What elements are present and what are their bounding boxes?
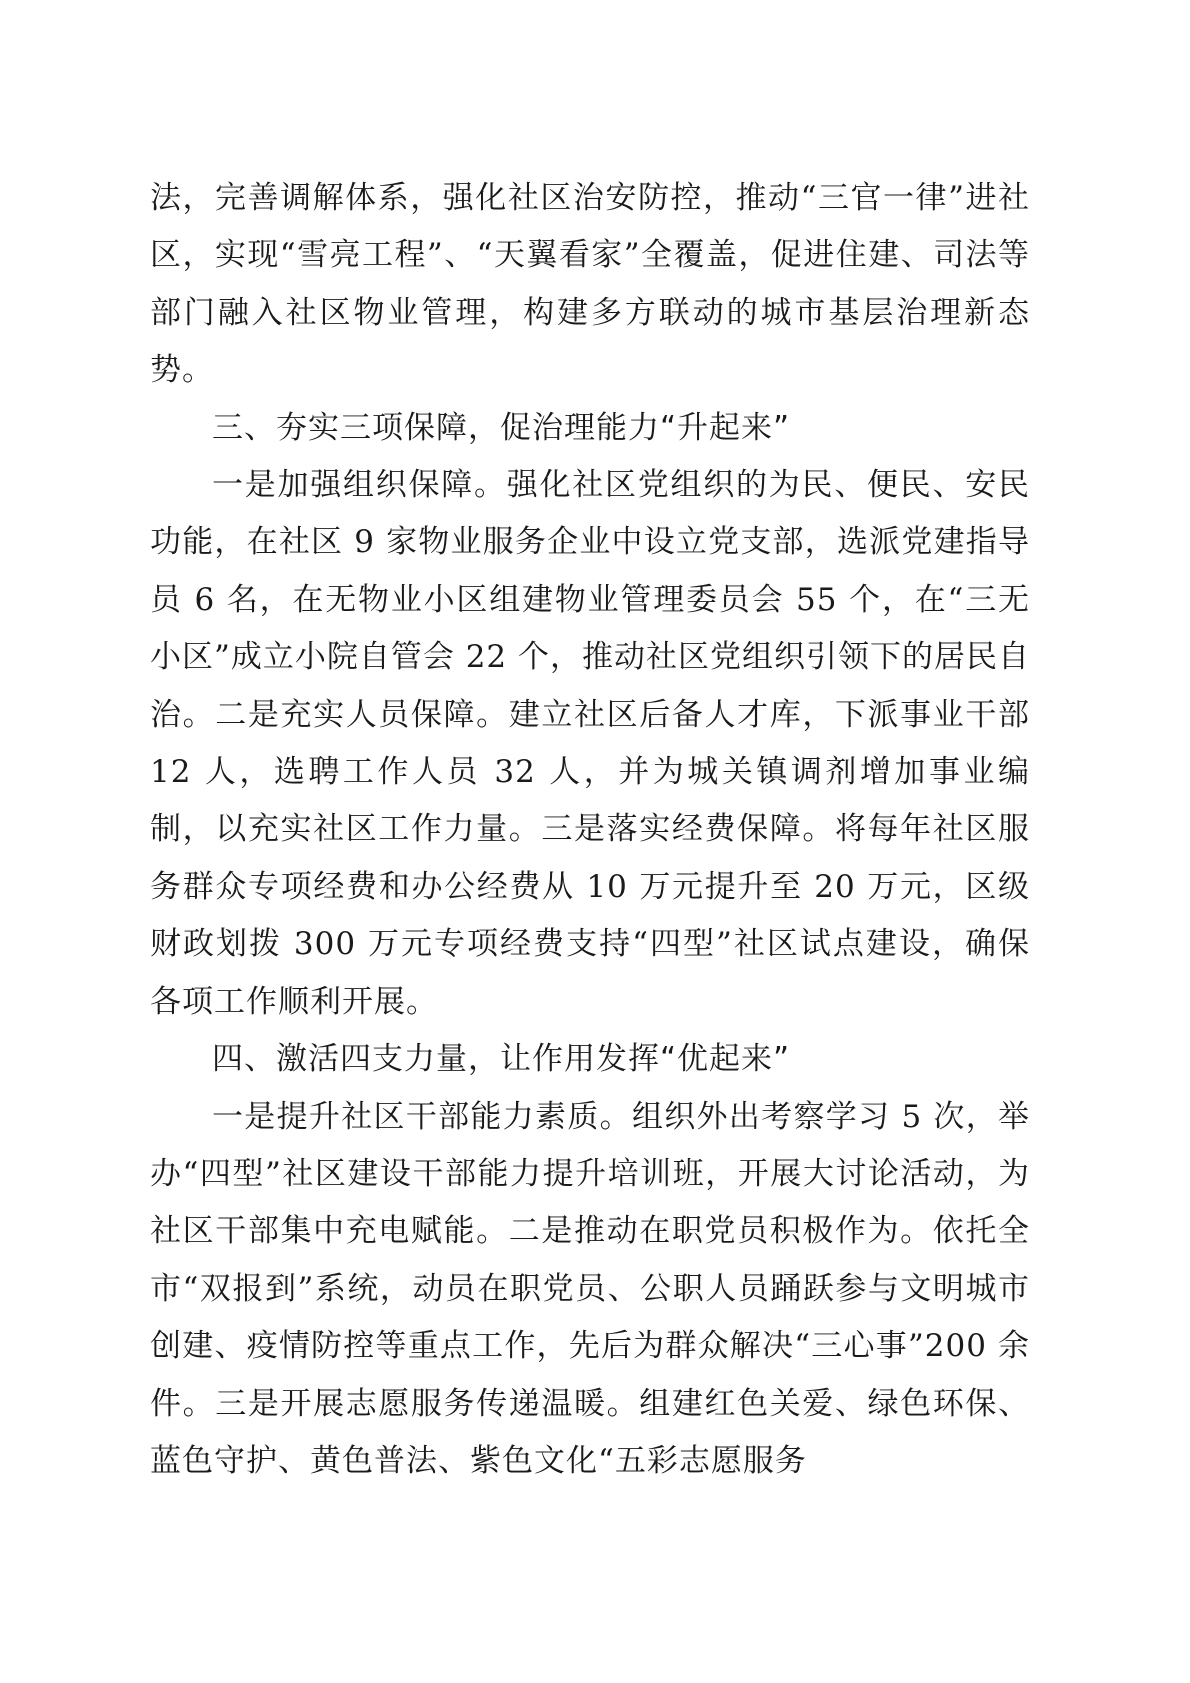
document-page (150, 170, 1030, 1490)
paragraph-four-forces (150, 1089, 1030, 1491)
paragraph-three-guarantees (150, 457, 1030, 1031)
lead-phrase-volunteer-service: 三是开展志愿服务传递温暖。 (215, 1385, 640, 1422)
lead-phrase-funding: 三是落实经费保障。 (541, 811, 835, 848)
paragraph-text: 建立社区后备人才库，下派事业干部 12 人，选聘工作人员 32 人，并为城关镇调剂增加事业编制，以充实社区工作力量。 (150, 696, 1031, 848)
paragraph-text: 强化社区党组织的为民、便民、安民功能，在社区 9 家物业服务企业中设立党支部，选派党建指导员 6 名，在无物业小区组建物业管理委员会 55 个，在“三无小区”成立小院自管会 22 个，推动社区党组织引领下的居民自治。 (150, 467, 1030, 733)
heading-text: 三、夯实三项保障，促治理能力“升起来” (212, 409, 791, 446)
lead-phrase-organization: 一是加强组织保障。 (212, 467, 507, 504)
lead-phrase-cadre-ability: 一是提升社区干部能力素质。 (212, 1098, 632, 1135)
paragraph-governance-conclusion (150, 170, 1030, 400)
paragraph-text: 法，完善调解体系，强化社区治安防控，推动“三官一律”进社区，实现“雪亮工程”、“天翼看家”全覆盖，促进住建、司法等部门融入社区物业管理，构建多方联动的城市基层治理新态势。 (150, 180, 1030, 389)
paragraph-text: 依托全市“双报到”系统，动员在职党员、公职人员踊跃参与文明城市创建、疫情防控等重点工作，先后为群众解决“三心事”200 余件。 (150, 1213, 1031, 1422)
lead-phrase-personnel: 二是充实人员保障。 (215, 696, 509, 733)
paragraph-text: 组织外出考察学习 5 次，举办“四型”社区建设干部能力提升培训班，开展大讨论活动，为社区干部集中充电赋能。 (150, 1098, 1030, 1250)
section-heading-three (150, 400, 1030, 457)
lead-phrase-party-members: 二是推动在职党员积极作为。 (508, 1213, 933, 1250)
section-heading-four (150, 1031, 1030, 1088)
paragraph-text: 组建红色关爱、绿色环保、蓝色守护、黄色普法、紫色文化“五彩志愿服务 (150, 1385, 1031, 1479)
heading-text: 四、激活四支力量，让作用发挥“优起来” (212, 1041, 791, 1078)
paragraph-text: 将每年社区服务群众专项经费和办公经费从 10 万元提升至 20 万元，区级财政划拨 300 万元专项经费支持“四型”社区试点建设，确保各项工作顺利开展。 (150, 811, 1031, 1020)
